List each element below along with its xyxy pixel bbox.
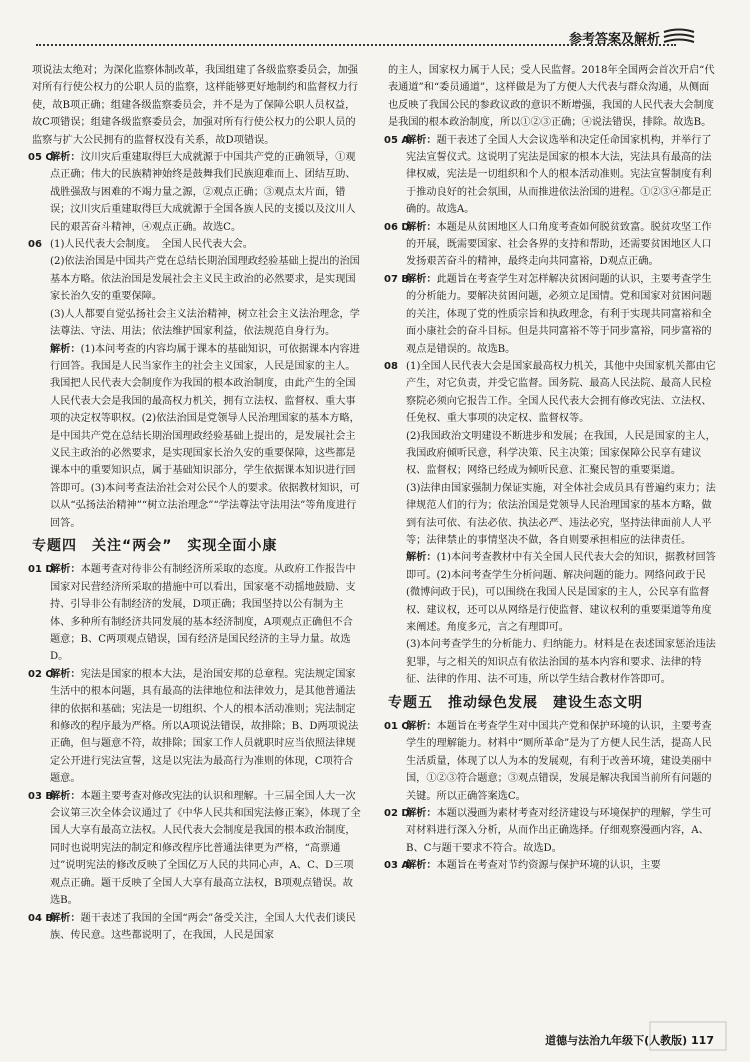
answer-item [28, 236, 362, 532]
page-header [30, 22, 720, 52]
book-logo-icon [662, 28, 696, 46]
answer-item [384, 132, 718, 219]
answer-text: 宪法是国家的根本大法，是治国安邦的总章程。宪法规定国家生活中的根本问题，具有最高的法律地位和法律效力，是其他普通法律的依据和基础；宪法是一切组织、个人的根本活动准则；宪法制定和修改的程序最为严格。所以A项说法错误，故排除；B、D两项说法正确，但与题意不符，故排除；国家工作人员就职时应当依照法律规定公开进行宪法宣誓，这是以宪法为最高行为准则的体现，C项符合题意。 [50, 668, 359, 785]
answer-text: (3)本问考查学生的分析能力、归纳能力。材料是在表述国家惩治违法犯罪，与之相关的知识点有依法治国的基本内容和要求、法律的特征、法律的作用、法不可违，所以学生结合教材作答即可。 [406, 639, 716, 686]
answer-text: 本题主要考查对修改宪法的认识和理解。十三届全国人大一次会议第三次全体会议通过了《中华人民共和国宪法修正案》，体现了全国人大享有最高立法权。人民代表大会制度是我国的根本政治制度，同时也说明宪法的制定和修改程序比普通法律更为严格，“高票通过”说明宪法的修改反映了全国亿万人民的共同心声，A、C、D三项观点正确。题干反映了全国人大享有最高立法权，B项观点错误。故选B。 [50, 790, 361, 907]
analysis-label: 解析： [406, 721, 437, 733]
answer-text: (1)本问考查教材中有关全国人民代表大会的知识，据教材回答即可。(2)本问考查学生分析问题、解决问题的能力。网络问政于民(微博问政于民)，可以围绕在我国人民是国家的主人，公民享有监督权、建议权，还可以从网络是行使监督、建议权利的重要渠道等角度来阐述。角度多元，言之有理即可。 [406, 552, 716, 633]
analysis-label: 解析： [50, 790, 81, 802]
paragraph: 项说法太绝对；为深化监察体制改革，我国组建了各级监察委员会，加强对所有行使公权力的公职人员的监察，这样能够更好地制约和监督权力行使，故B项正确；组建各级监察委员会，并不是为了保障公职人员权益，故C项错误；组建各级监察委员会，加强对所有行使公权力的公职人员的监察与扩大公民拥有的监督权没有关系，故D项错误。 [32, 65, 358, 146]
analysis-label: 解析： [50, 343, 81, 355]
analysis-label: 解析： [406, 860, 437, 872]
answer-text: (2)我国政治文明建设不断进步和发展；在我国，人民是国家的主人，我国政府倾听民意，科学决策、民主决策；国家保障公民享有建议权、监督权；网络已经成为倾听民意、汇聚民智的重要渠道。 [406, 430, 716, 477]
item-number: 06 D [384, 221, 410, 233]
answer-item [28, 561, 362, 665]
item-number: 03 A [384, 860, 410, 872]
answer-item [384, 718, 718, 805]
analysis-label: 解析： [50, 152, 81, 164]
header-title: 参考答案及解析 [568, 32, 660, 47]
answer-item [28, 910, 362, 945]
watermark-icon [648, 1016, 728, 1056]
item-number: 03 B [28, 790, 54, 802]
answer-text: (1)全国人民代表大会是国家最高权力机关，其他中央国家机关都由它产生，对它负责，并受它监督。国务院、最高人民法院、最高人民检察院必须向它报告工作。全国人民代表大会拥有修改宪法、立法权、任免权、重大事项的决定权、监督权等。 [406, 360, 716, 425]
answer-text: (3)人人都要自觉弘扬社会主义法治精神，树立社会主义法治理念，学法尊法、守法、用法；依法维护国家利益，依法规范自身行为。 [50, 308, 360, 338]
page-footer: 道德与法治九年级下(人教版) 117 [545, 1034, 714, 1047]
answer-text: 本题是从贫困地区人口角度考查如何脱贫致富。脱贫攻坚工作的开展，既需要国家、社会各界的支持和帮助，还需要贫困地区人口发扬艰苦奋斗的精神，最终走向共同富裕，D观点正确。 [406, 221, 712, 268]
paragraph: 的主人，国家权力属于人民；受人民监督。2018年全国两会首次开启“代表通道”和“委员通道”，这样做是为了方便人大代表与群众沟通，从侧面也反映了我国公民的参政议政的意识不断增强，我国的人民代表大会制度是我国的根本政治制度，所以①②③正确；④说法错误，排除。故选B。 [388, 65, 715, 129]
answer-text: 汶川灾后重建取得巨大成就源于中国共产党的正确领导，①观点正确；伟大的民族精神始终是鼓舞我们民族迎难而上、团结互助、战胜强敌与困难的不竭力量之源，②观点正确；③观点太片面，错误；汶川灾后重建取得巨大成就源于全国各族人民的支援以及汶川人民的艰苦奋斗精神，④观点正确。故选C。 [50, 152, 356, 233]
analysis-label: 解析： [406, 273, 437, 285]
analysis-label: 解析： [50, 912, 81, 924]
item-number: 05 C [28, 152, 53, 164]
item-number: 08 [384, 360, 398, 372]
answer-item [28, 666, 362, 788]
analysis-label: 解析： [406, 808, 437, 820]
analysis-label: 解析： [406, 552, 437, 564]
answer-item [28, 788, 362, 910]
answer-text: 本题考查对待非公有制经济所采取的态度。从政府工作报告中国家对民营经济所采取的措施中可以看出，国家毫不动摇地鼓励、支持、引导非公有制经济的发展，D项正确；我国坚持以公有制为主体、多种所有制经济共同发展的基本经济制度，A项观点正确但不合题意；B、C两项观点错误，国有经济是国民经济的主导力量。故选D。 [50, 564, 356, 663]
item-number: 01 D [28, 564, 54, 576]
left-column [28, 62, 362, 944]
answer-text: 本题旨在考查对节约资源与保护环境的认识，主要 [436, 860, 661, 872]
answer-item [384, 857, 718, 874]
item-number: 01 C [384, 721, 409, 733]
answer-item [384, 805, 718, 857]
analysis-label: 解析： [406, 221, 437, 233]
answer-item [384, 219, 718, 271]
item-number: 04 B [28, 912, 54, 924]
answer-text: 此题旨在考查学生对怎样解决贫困问题的认识，主要考查学生的分析能力。要解决贫困问题，必须立足国情。党和国家对贫困问题的关注，体现了党的性质宗旨和执政理念，有利于实现共同富裕和全面小康社会的奋斗目标。但是共同富裕不等于同步富裕，同步富裕的观点是错误的。故选B。 [406, 273, 712, 355]
answer-text: 题干表述了我国的全国“两会”备受关注，全国人大代表们谈民族、传民意。这些都说明了，在我国，人民是国家 [50, 912, 356, 941]
item-number: 06 [28, 239, 42, 251]
answer-text: (3)法律由国家强制力保证实施，对全体社会成员具有普遍约束力；法律规范人们的行为；依法治国是党领导人民治理国家的基本方略，做到有法可依、有法必依、执法必严、违法必究，坚持法律面前人人平等；法律禁止的事情坚决不做，各自则要承担相应的法律责任。 [406, 482, 716, 546]
section-heading: 专题四 关注“两会” 实现全面小康 [32, 537, 278, 554]
analysis-label: 解析： [50, 668, 81, 680]
answer-text: (2)依法治国是中国共产党在总结长期治国理政经验基础上提出的治国基本方略。依法治国是发展社会主义民主政治的必然要求，是实现国家长治久安的重要保障。 [50, 256, 360, 303]
answer-text: (1)本问考查的内容均属于课本的基础知识，可依据课本内容进行回答。我国是人民当家作主的社会主义国家，人民是国家的主人。我国把人民代表大会制度作为我国的根本政治制度，由此产生的全国人民代表大会是我国的最高权力机关，拥有立法权、监督权、重大事项的决定权等职权。(2)依法治国是党领导人民治理国家的基本方略，是中国共产党在总结长期治国理政经验基础上提出的，是发展社会主义民主政治的必然要求，是实现国家长治久安的重要保障，这些都是课本中的重要知识点，属于基础知识部分，学生依据课本知识进行回答即可。(3)本问考查法治社会对公民个人的要求。依据教材知识，可以从“弘扬法治精神”“树立法治理念”“学法尊法守法用法”等角度进行回答。 [50, 343, 360, 529]
item-number: 07 B [384, 273, 410, 285]
answer-item [384, 271, 718, 358]
answer-item [384, 358, 718, 689]
answer-text: 题干表述了全国人大会议选举和决定任命国家机构，并举行了宪法宣誓仪式。这说明了宪法是国家的根本大法，宪法具有最高的法律权威，宪法是一切组织和个人的根本活动准则。宪法宣誓制度有利于推动良好的社会氛围，从而推进依法治国的进程。①②③④都是正确的。故选A。 [406, 134, 712, 216]
answer-text: 本题以漫画为素材考查对经济建设与环境保护的理解，学生可对材料进行深入分析，从而作出正确选择。仔细观察漫画内容，A、B、C与题干要求不符合。故选D。 [406, 808, 712, 854]
item-number: 05 A [384, 134, 410, 146]
analysis-label: 解析： [50, 564, 81, 576]
answer-text: 本题旨在考查学生对中国共产党和保护环境的认识，主要考查学生的理解能力。材料中“厕所革命”是为了方便人民生活，提高人民生活质量，体现了以人为本的发展观，有利于改善环境，建设美丽中国，①②③符合题意；③观点错误，发展是解决我国当前所有问题的关键。所以正确答案选C。 [406, 721, 712, 802]
answer-text: (1)人民代表大会制度。 全国人民代表大会。 [50, 239, 253, 251]
right-column [384, 62, 718, 875]
item-number: 02 C [28, 668, 53, 680]
section-heading: 专题五 推动绿色发展 建设生态文明 [388, 694, 643, 711]
item-number: 02 D [384, 808, 410, 820]
answer-item [28, 149, 362, 236]
analysis-label: 解析： [406, 134, 437, 146]
